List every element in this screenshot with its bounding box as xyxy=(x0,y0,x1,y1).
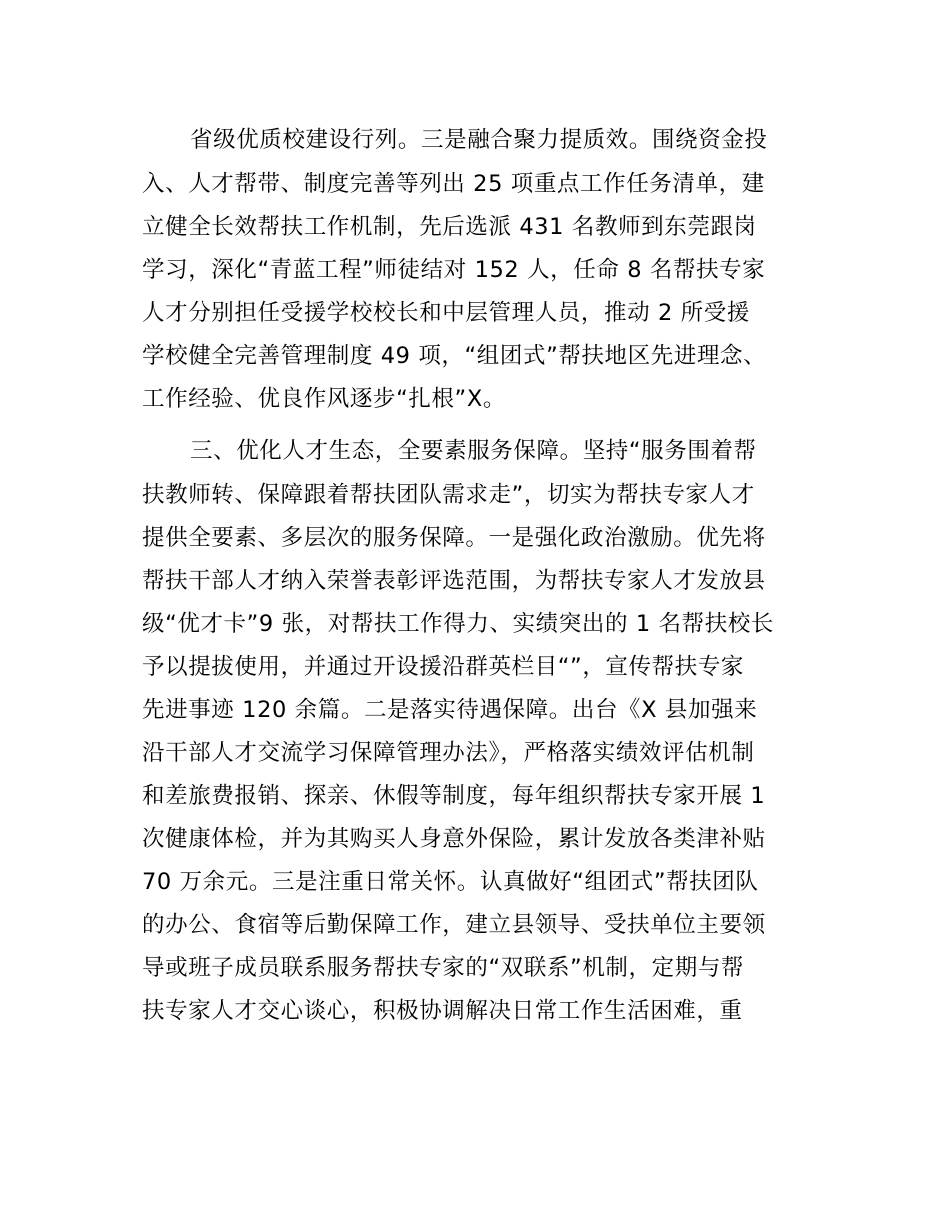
text-line: 扶教师转、保障跟着帮扶团队需求走”，切实为帮扶专家人才 xyxy=(142,482,755,508)
text-line: 学习，深化“青蓝工程”师徒结对 152 人，任命 8 名帮扶专家 xyxy=(142,257,766,283)
text-line: 工作经验、优良作风逐步“扎根”X。 xyxy=(142,386,506,412)
text-line: 沿干部人才交流学习保障管理办法》，严格落实绩效评估机制 xyxy=(142,740,755,766)
text-line: 先进事迹 120 余篇。二是落实待遇保障。出台《X 县加强来 xyxy=(142,697,758,723)
text-line: 和差旅费报销、探亲、休假等制度，每年组织帮扶专家开展 1 xyxy=(142,783,766,809)
text-line: 予以提拔使用，并通过开设援沿群英栏目“”，宣传帮扶专家 xyxy=(142,654,745,680)
text-line: 省级优质校建设行列。三是融合聚力提质效。围绕资金投 xyxy=(190,127,768,153)
text-line: 入、人才帮带、制度完善等列出 25 项重点工作任务清单，建 xyxy=(142,171,765,197)
text-line: 导或班子成员联系服务帮扶专家的“双联系”机制，定期与帮 xyxy=(142,955,745,981)
text-line: 扶专家人才交心谈心，积极协调解决日常工作生活困难，重 xyxy=(142,998,743,1024)
text-line: 提供全要素、多层次的服务保障。一是强化政治激励。优先将 xyxy=(142,525,766,551)
text-line: 帮扶干部人才纳入荣誉表彰评选范围，为帮扶专家人才发放县 xyxy=(142,568,766,594)
text-line: 70 万余元。三是注重日常关怀。认真做好“组团式”帮扶团队 xyxy=(142,869,759,895)
section-heading-line: 三、优化人才生态，全要素服务保障。坚持“服务围着帮 xyxy=(190,438,757,464)
text-line: 学校健全完善管理制度 49 项，“组团式”帮扶地区先进理念、 xyxy=(142,343,767,369)
text-line: 次健康体检，并为其购买人身意外保险，累计发放各类津补贴 xyxy=(142,826,766,852)
text-line: 人才分别担任受援学校校长和中层管理人员，推动 2 所受援 xyxy=(142,300,750,326)
text-line: 的办公、食宿等后勤保障工作，建立县领导、受扶单位主要领 xyxy=(142,912,766,938)
text-line: 级“优才卡”9 张，对帮扶工作得力、实绩突出的 1 名帮扶校长 xyxy=(142,611,775,637)
text-line: 立健全长效帮扶工作机制，先后选派 431 名教师到东莞跟岗 xyxy=(142,214,757,240)
